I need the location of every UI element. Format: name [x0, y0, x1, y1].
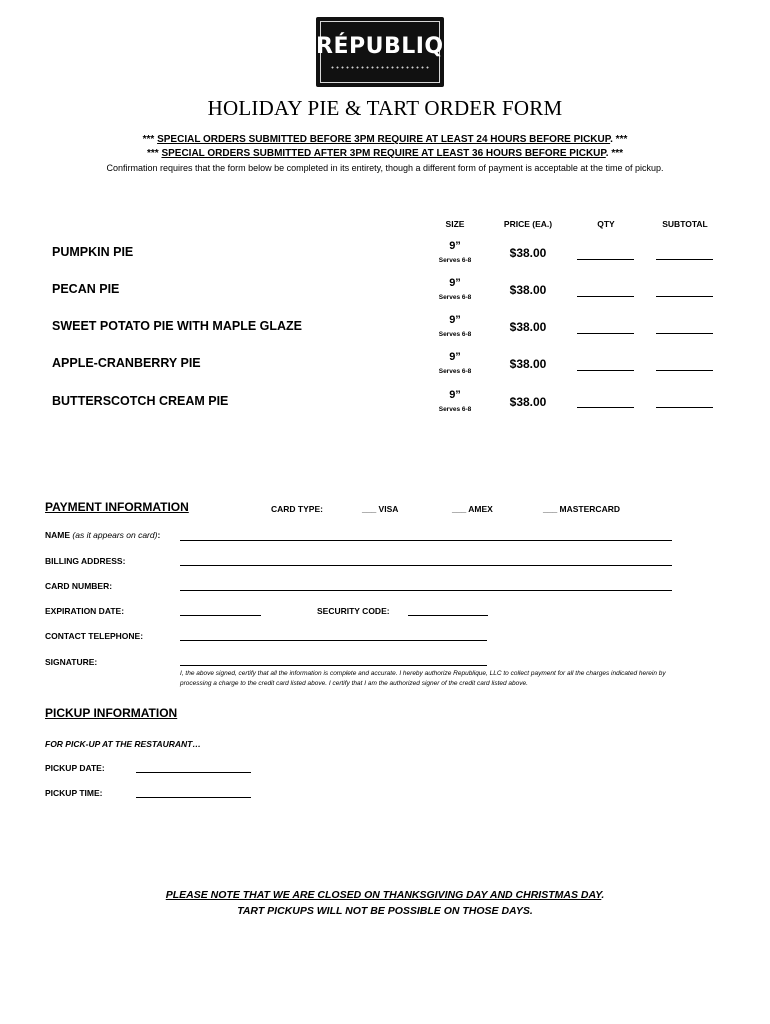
name-label-hint: (as it appears on card) — [72, 530, 158, 540]
subtotal-field[interactable] — [656, 333, 713, 334]
visa-option[interactable]: ___ VISA — [362, 504, 399, 514]
pie-serves: Serves 6-8 — [438, 406, 472, 413]
subtotal-field[interactable] — [656, 296, 713, 297]
pie-price: $38.00 — [509, 395, 547, 409]
security-code-label: SECURITY CODE: — [317, 606, 390, 616]
name-label-colon: : — [157, 530, 161, 540]
closed-days-suffix: . — [601, 889, 605, 901]
pie-name: PECAN PIE — [52, 282, 120, 296]
pickup-date-label: PICKUP DATE: — [45, 763, 105, 773]
certification-line: I, the above signed, certify that all the information is complete and accurate. I hereby authorize Republique, LLC to collect payment for all the charges indicated herein by — [180, 670, 666, 677]
header-subtotal: SUBTOTAL — [662, 219, 708, 229]
billing-address-label: BILLING ADDRESS: — [45, 556, 126, 566]
qty-field[interactable] — [577, 407, 634, 408]
notice-after-3pm — [0, 148, 770, 159]
closed-days-text: PLEASE NOTE THAT WE ARE CLOSED ON THANKSGIVING DAY AND CHRISTMAS DAY — [165, 889, 602, 901]
pie-name: PUMPKIN PIE — [52, 245, 134, 259]
billing-address-field[interactable] — [180, 565, 672, 566]
subtotal-field[interactable] — [656, 370, 713, 371]
republique-logo — [316, 17, 478, 87]
header-qty: QTY — [597, 219, 615, 229]
pie-size: 9” — [449, 351, 461, 363]
pie-price: $38.00 — [509, 357, 547, 371]
subtotal-field[interactable] — [656, 407, 713, 408]
contact-telephone-label: CONTACT TELEPHONE: — [45, 631, 144, 641]
pie-name: SWEET POTATO PIE WITH MAPLE GLAZE — [52, 319, 302, 333]
notice-before-3pm — [0, 134, 770, 145]
pickup-time-label: PICKUP TIME: — [45, 788, 103, 798]
amex-option[interactable]: ___ AMEX — [452, 504, 493, 514]
signature-field[interactable] — [180, 665, 487, 666]
logo-dot-row — [330, 65, 430, 70]
payment-section-title: PAYMENT INFORMATION — [45, 500, 189, 514]
pie-serves: Serves 6-8 — [438, 368, 472, 375]
signature-label: SIGNATURE: — [45, 657, 98, 667]
expiration-date-field[interactable] — [180, 615, 261, 616]
pie-size: 9” — [449, 389, 461, 401]
notice-prefix: *** — [147, 148, 162, 159]
expiration-date-label: EXPIRATION DATE: — [45, 606, 125, 616]
pie-name: APPLE-CRANBERRY PIE — [52, 356, 201, 370]
header-price: PRICE (EA.) — [503, 219, 553, 229]
pie-price: $38.00 — [509, 246, 547, 260]
pickup-time-field[interactable] — [136, 797, 251, 798]
notice-prefix: *** — [142, 134, 158, 145]
form-title: HOLIDAY PIE & TART ORDER FORM — [207, 96, 563, 120]
qty-field[interactable] — [577, 296, 634, 297]
notice-text: SPECIAL ORDERS SUBMITTED AFTER 3PM REQUIRE AT LEAST 36 HOURS BEFORE PICKUP — [161, 148, 606, 159]
qty-field[interactable] — [577, 333, 634, 334]
subtotal-field[interactable] — [656, 259, 713, 260]
notice-suffix: . *** — [610, 134, 628, 145]
notice-suffix: . *** — [605, 148, 623, 159]
pickup-date-field[interactable] — [136, 772, 251, 773]
logo-text: RÉPUBLIQUE — [316, 34, 478, 59]
pie-name: BUTTERSCOTCH CREAM PIE — [52, 394, 229, 408]
pie-serves: Serves 6-8 — [438, 331, 472, 338]
pie-serves: Serves 6-8 — [438, 294, 472, 301]
pie-serves: Serves 6-8 — [438, 257, 472, 264]
tart-pickup-note: TART PICKUPS WILL NOT BE POSSIBLE ON THOSE DAYS. — [237, 905, 533, 917]
certification-line: processing a charge to the credit card listed above. I certify that I am the authorized signer of the credit card listed above. — [180, 680, 528, 687]
pie-price: $38.00 — [509, 320, 547, 334]
name-label-text: NAME — [45, 530, 71, 540]
security-code-field[interactable] — [408, 615, 488, 616]
name-field[interactable] — [180, 540, 672, 541]
qty-field[interactable] — [577, 259, 634, 260]
mastercard-option[interactable]: ___ MASTERCARD — [543, 504, 620, 514]
pickup-section-title: PICKUP INFORMATION — [45, 706, 178, 720]
card-type-label: CARD TYPE: — [271, 504, 323, 514]
pie-size: 9” — [449, 314, 461, 326]
card-number-field[interactable] — [180, 590, 672, 591]
contact-telephone-field[interactable] — [180, 640, 487, 641]
header-size: SIZE — [445, 219, 465, 229]
pie-size: 9” — [449, 277, 461, 289]
closed-days-note — [0, 889, 770, 901]
pickup-subtitle: FOR PICK-UP AT THE RESTAURANT… — [45, 739, 201, 749]
name-label — [45, 530, 160, 540]
certification-text — [180, 669, 720, 689]
confirmation-note: Confirmation requires that the form below be completed in its entirety, though a different form of payment is acceptable at the time of pickup. — [106, 163, 664, 173]
pie-price: $38.00 — [509, 283, 547, 297]
notice-text: SPECIAL ORDERS SUBMITTED BEFORE 3PM REQUIRE AT LEAST 24 HOURS BEFORE PICKUP — [157, 134, 611, 145]
qty-field[interactable] — [577, 370, 634, 371]
pie-size: 9” — [449, 240, 461, 252]
card-number-label: CARD NUMBER: — [45, 581, 113, 591]
